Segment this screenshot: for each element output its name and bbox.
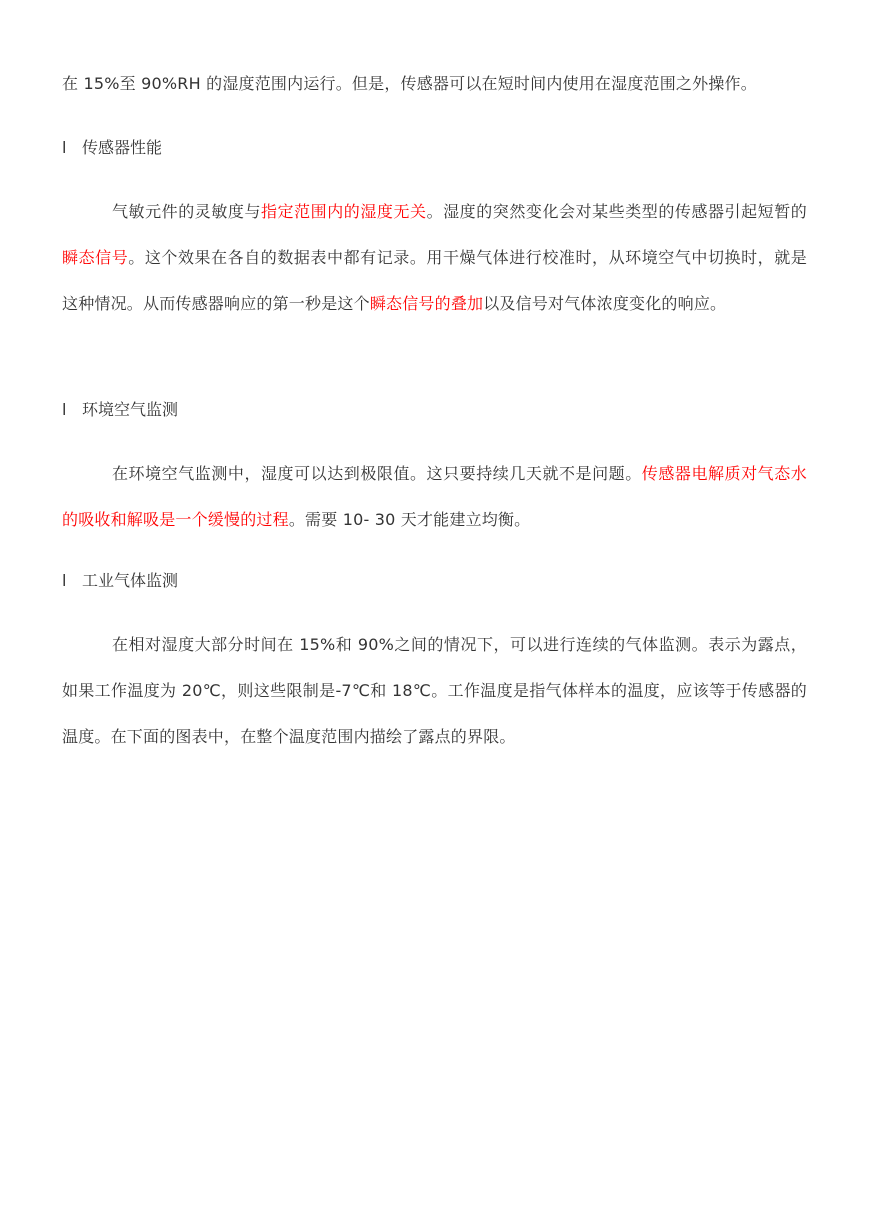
- highlighted-text: 传感器电解质对气态水的吸收和解吸是一个缓慢的过程: [62, 464, 807, 529]
- text-run: 。需要 10- 30 天才能建立均衡。: [288, 510, 531, 529]
- text-run: 以及信号对气体浓度变化的响应。: [483, 294, 727, 313]
- text-run: 。这个效果在各自的数据表中都有记录。用干燥气体进行校准时，从环境空气中切换时，就是这种情况。从而传感器响应的第一秒是这个: [62, 248, 807, 313]
- section-paragraph-ambient-air: [62, 451, 807, 543]
- bullet-marker: l: [62, 138, 67, 157]
- section-paragraph-industrial-gas: [62, 622, 807, 760]
- highlighted-text: 指定范围内的湿度无关: [261, 202, 427, 221]
- section-paragraph-sensor-performance: [62, 189, 807, 327]
- highlighted-text: 瞬态信号: [62, 248, 129, 267]
- section-title: 环境空气监测: [82, 400, 179, 419]
- text-run: 在环境空气监测中，湿度可以达到极限值。这只要持续几天就不是问题。: [112, 464, 642, 483]
- bullet-marker: l: [62, 400, 67, 419]
- text-run: 气敏元件的灵敏度与: [112, 202, 261, 221]
- highlighted-text: 瞬态信号的叠加: [369, 294, 484, 313]
- bullet-marker: l: [62, 571, 67, 590]
- section-title: 工业气体监测: [82, 571, 179, 590]
- section-heading-industrial-gas: [62, 569, 178, 593]
- text-run: 。湿度的突然变化会对某些类型的传感器引起短暂的: [426, 202, 807, 221]
- intro-text: 在 15%至 90%RH 的湿度范围内运行。但是，传感器可以在短时间内使用在湿度范围之外操作。: [62, 74, 757, 93]
- intro-paragraph: [62, 61, 807, 107]
- section-heading-ambient-air: [62, 398, 178, 422]
- text-run: 在相对湿度大部分时间在 15%和 90%之间的情况下，可以进行连续的气体监测。表示为露点，如果工作温度为 20℃，则这些限制是-7℃和 18℃。工作温度是指气体样本的温度，应该等于传感器的温度。在下面的图表中，在整个温度范围内描绘了露点的界限。: [62, 635, 807, 746]
- section-title: 传感器性能: [82, 138, 163, 157]
- section-heading-sensor-performance: [62, 136, 162, 160]
